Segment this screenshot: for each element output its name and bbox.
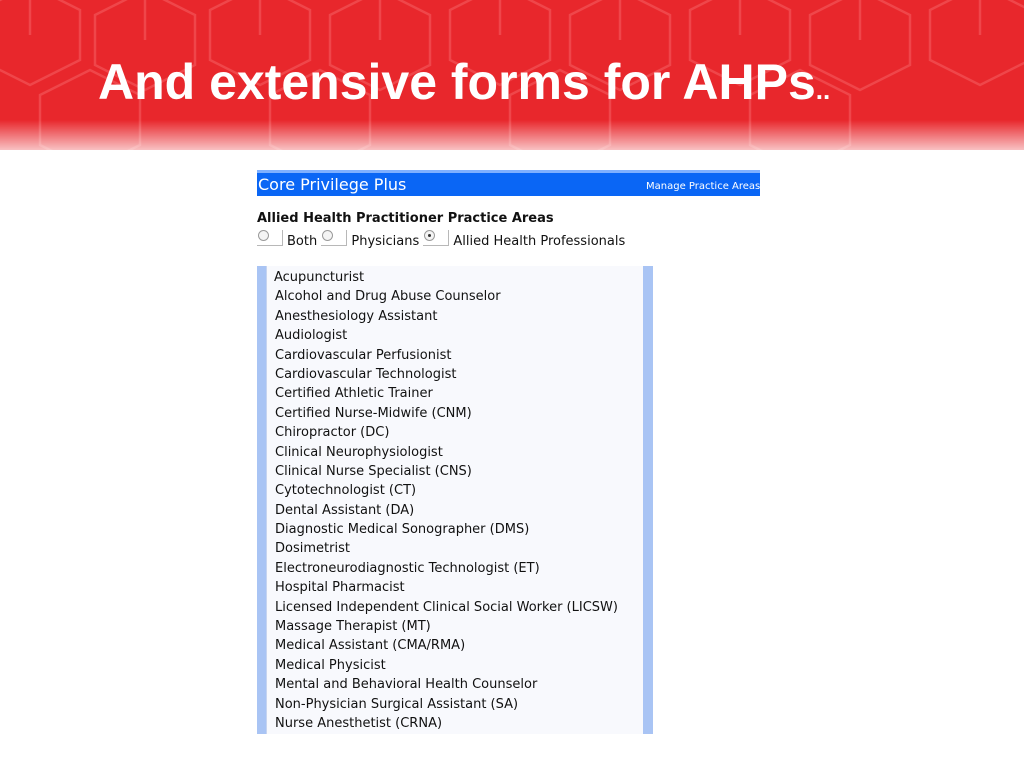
list-item[interactable]: Diagnostic Medical Sonographer (DMS) bbox=[275, 522, 530, 538]
list-item[interactable]: Dosimetrist bbox=[275, 541, 350, 557]
list-item[interactable]: Non-Physician Surgical Assistant (SA) bbox=[275, 696, 519, 712]
radio-both-label[interactable]: Both bbox=[287, 234, 318, 249]
list-item[interactable]: Certified Nurse-Midwife (CNM) bbox=[275, 405, 472, 421]
list-item[interactable]: Chiropractor (DC) bbox=[275, 425, 390, 441]
radio-allied-health-box[interactable] bbox=[423, 230, 449, 246]
radio-physicians-box[interactable] bbox=[321, 230, 347, 246]
radio-option-physicians[interactable] bbox=[321, 230, 419, 249]
list-item[interactable]: Certified Athletic Trainer bbox=[275, 386, 433, 402]
slide-title bbox=[98, 52, 830, 120]
list-item[interactable]: Hospital Pharmacist bbox=[275, 580, 405, 596]
list-item[interactable]: Clinical Nurse Specialist (CNS) bbox=[275, 463, 472, 479]
list-item[interactable]: Anesthesiology Assistant bbox=[275, 308, 438, 324]
radio-allied-health-label[interactable]: Allied Health Professionals bbox=[453, 234, 626, 249]
list-item[interactable]: Clinical Neurophysiologist bbox=[275, 444, 443, 460]
radio-physicians-icon[interactable] bbox=[322, 230, 333, 241]
radio-both-box[interactable] bbox=[257, 230, 283, 246]
practitioner-type-radio-group bbox=[257, 230, 625, 250]
practice-areas-heading: Allied Health Practitioner Practice Areas bbox=[257, 211, 554, 226]
radio-physicians-label[interactable]: Physicians bbox=[351, 234, 420, 249]
list-item[interactable]: Cardiovascular Perfusionist bbox=[275, 347, 452, 363]
list-item[interactable]: Medical Physicist bbox=[275, 657, 386, 673]
list-item[interactable]: Cardiovascular Technologist bbox=[275, 366, 457, 382]
slide-title-text: And extensive forms for AHPs bbox=[98, 54, 816, 110]
list-item[interactable]: Audiologist bbox=[275, 328, 348, 344]
list-item[interactable]: Alcohol and Drug Abuse Counselor bbox=[275, 289, 501, 305]
list-item[interactable]: Mental and Behavioral Health Counselor bbox=[275, 677, 538, 693]
list-item[interactable]: Medical Assistant (CMA/RMA) bbox=[275, 638, 466, 654]
manage-practice-areas-link[interactable]: Manage Practice Areas bbox=[646, 181, 760, 192]
radio-allied-health-checked-icon[interactable] bbox=[424, 230, 435, 241]
list-item[interactable]: Licensed Independent Clinical Social Worker (LICSW) bbox=[275, 599, 618, 615]
list-item[interactable]: Acupuncturist bbox=[274, 270, 365, 285]
practice-area-listbox[interactable] bbox=[266, 266, 643, 734]
slide-title-suffix: .. bbox=[815, 75, 831, 105]
list-item[interactable]: Nurse Anesthetist (CRNA) bbox=[275, 715, 443, 731]
list-item[interactable]: Dental Assistant (DA) bbox=[275, 502, 415, 518]
app-header bbox=[257, 170, 760, 196]
radio-option-both[interactable] bbox=[257, 230, 317, 249]
list-item[interactable]: Electroneurodiagnostic Technologist (ET) bbox=[275, 560, 540, 576]
list-item[interactable]: Cytotechnologist (CT) bbox=[275, 483, 417, 499]
practice-area-list-panel bbox=[257, 266, 653, 734]
banner-fade bbox=[0, 120, 1024, 150]
list-item[interactable]: Massage Therapist (MT) bbox=[275, 619, 431, 635]
practice-area-list bbox=[275, 268, 618, 733]
app-title: Core Privilege Plus bbox=[258, 175, 407, 194]
radio-option-allied-health[interactable] bbox=[423, 230, 625, 249]
radio-both-icon[interactable] bbox=[258, 230, 269, 241]
app-screenshot bbox=[257, 170, 760, 740]
